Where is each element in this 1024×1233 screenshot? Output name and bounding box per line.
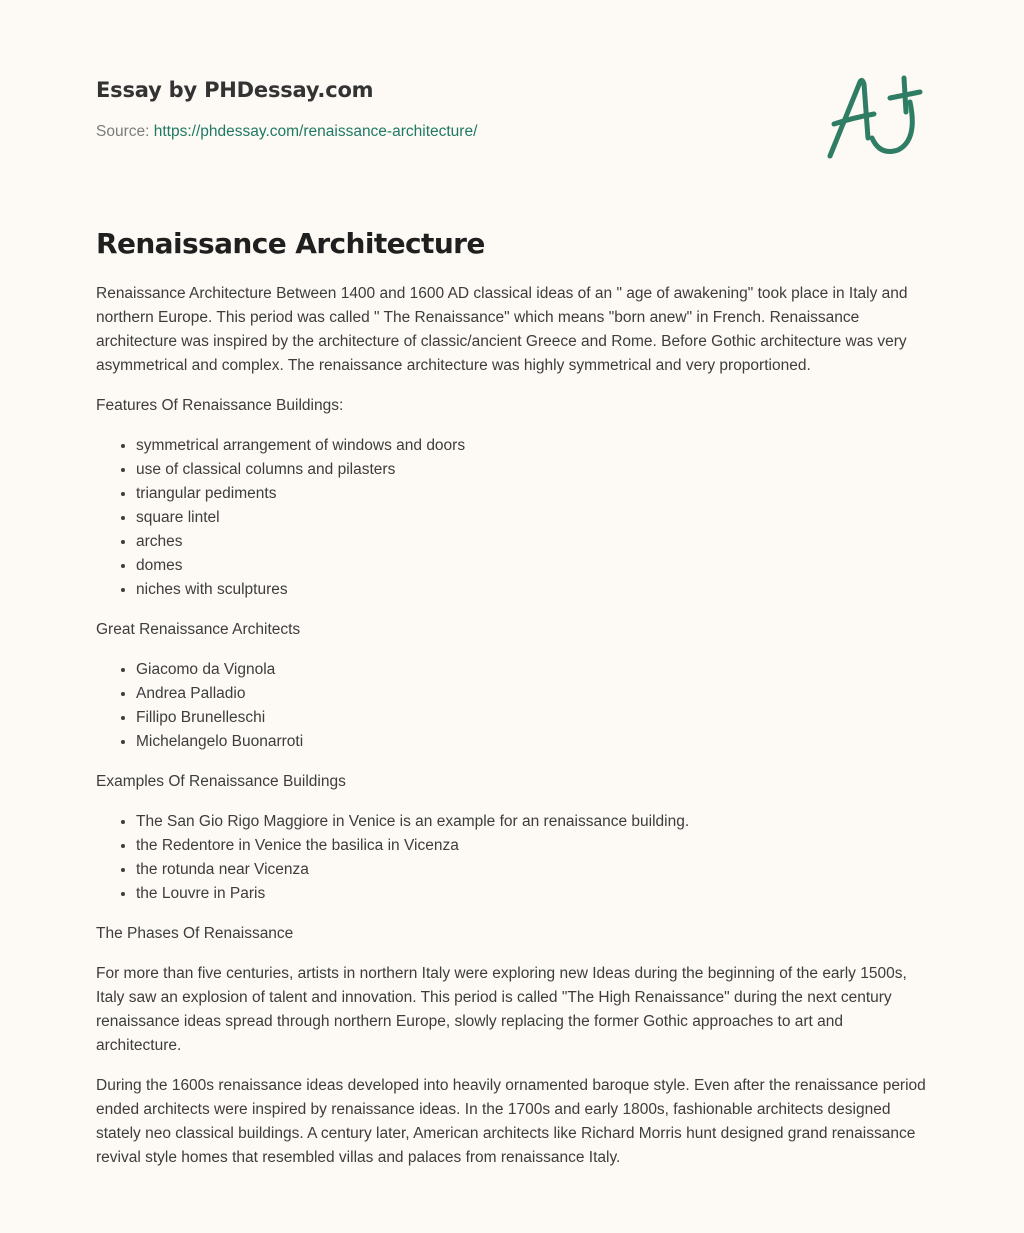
essay-content (96, 224, 932, 1186)
list-item: • Fillipo Brunelleschi (136, 706, 932, 730)
list-item: • square lintel (136, 506, 932, 530)
source-label: Source: (96, 123, 150, 140)
list-item: • the Louvre in Paris (136, 882, 932, 906)
architects-heading: Great Renaissance Architects (96, 621, 301, 638)
source-link[interactable]: https://phdessay.com/renaissance-architecture/ (153, 123, 478, 140)
a-plus-grade-icon (822, 68, 928, 164)
intro-paragraph: Renaissance Architecture Between 1400 and 1600 AD classical ideas of an " age of awakening" took place in Italy and northern Europe. This period was called " The Renaissance" which means "born anew" in French. Renaissance architecture was inspired by the architecture of classic/ancient Greece and Rome. Before Gothic architecture was very asymmetrical and complex. The renaissance architecture was highly symmetrical and very proportioned. (96, 285, 908, 374)
list-item: • Michelangelo Buonarroti (136, 730, 932, 754)
site-title: Essay by PHDessay.com (96, 78, 374, 102)
phases-paragraph-2: During the 1600s renaissance ideas developed into heavily ornamented baroque style. Even after the renaissance period ended architects were inspired by renaissance ideas. In the 1700s and early 1800s, fashionable architects designed stately neo classical buildings. A century later, American architects like Richard Morris hunt designed grand renaissance revival style homes that resembled villas and palaces from renaissance Italy. (96, 1077, 926, 1166)
list-item: • Giacomo da Vignola (136, 658, 932, 682)
list-item: • the rotunda near Vicenza (136, 858, 932, 882)
page-title: Renaissance Architecture (96, 227, 485, 260)
source-line (96, 120, 816, 144)
essay-header (96, 74, 816, 144)
list-item: • domes (136, 554, 932, 578)
phases-heading: The Phases Of Renaissance (96, 925, 294, 942)
architects-list (96, 658, 932, 754)
list-item: • arches (136, 530, 932, 554)
list-item: • niches with sculptures (136, 578, 932, 602)
list-item: • symmetrical arrangement of windows and doors (136, 434, 932, 458)
list-item: • triangular pediments (136, 482, 932, 506)
phases-paragraph-1: For more than five centuries, artists in northern Italy were exploring new Ideas during the beginning of the early 1500s, Italy saw an explosion of talent and innovation. This period is called "The High Renaissance" during the next century renaissance ideas spread through northern Europe, slowly replacing the former Gothic approaches to art and architecture. (96, 965, 907, 1054)
list-item: • use of classical columns and pilasters (136, 458, 932, 482)
features-heading: Features Of Renaissance Buildings: (96, 397, 344, 414)
list-item: • the Redentore in Venice the basilica in Vicenza (136, 834, 932, 858)
list-item: • Andrea Palladio (136, 682, 932, 706)
list-item: • The San Gio Rigo Maggiore in Venice is an example for an renaissance building. (136, 810, 932, 834)
features-list (96, 434, 932, 602)
examples-list (96, 810, 932, 906)
examples-heading: Examples Of Renaissance Buildings (96, 773, 346, 790)
